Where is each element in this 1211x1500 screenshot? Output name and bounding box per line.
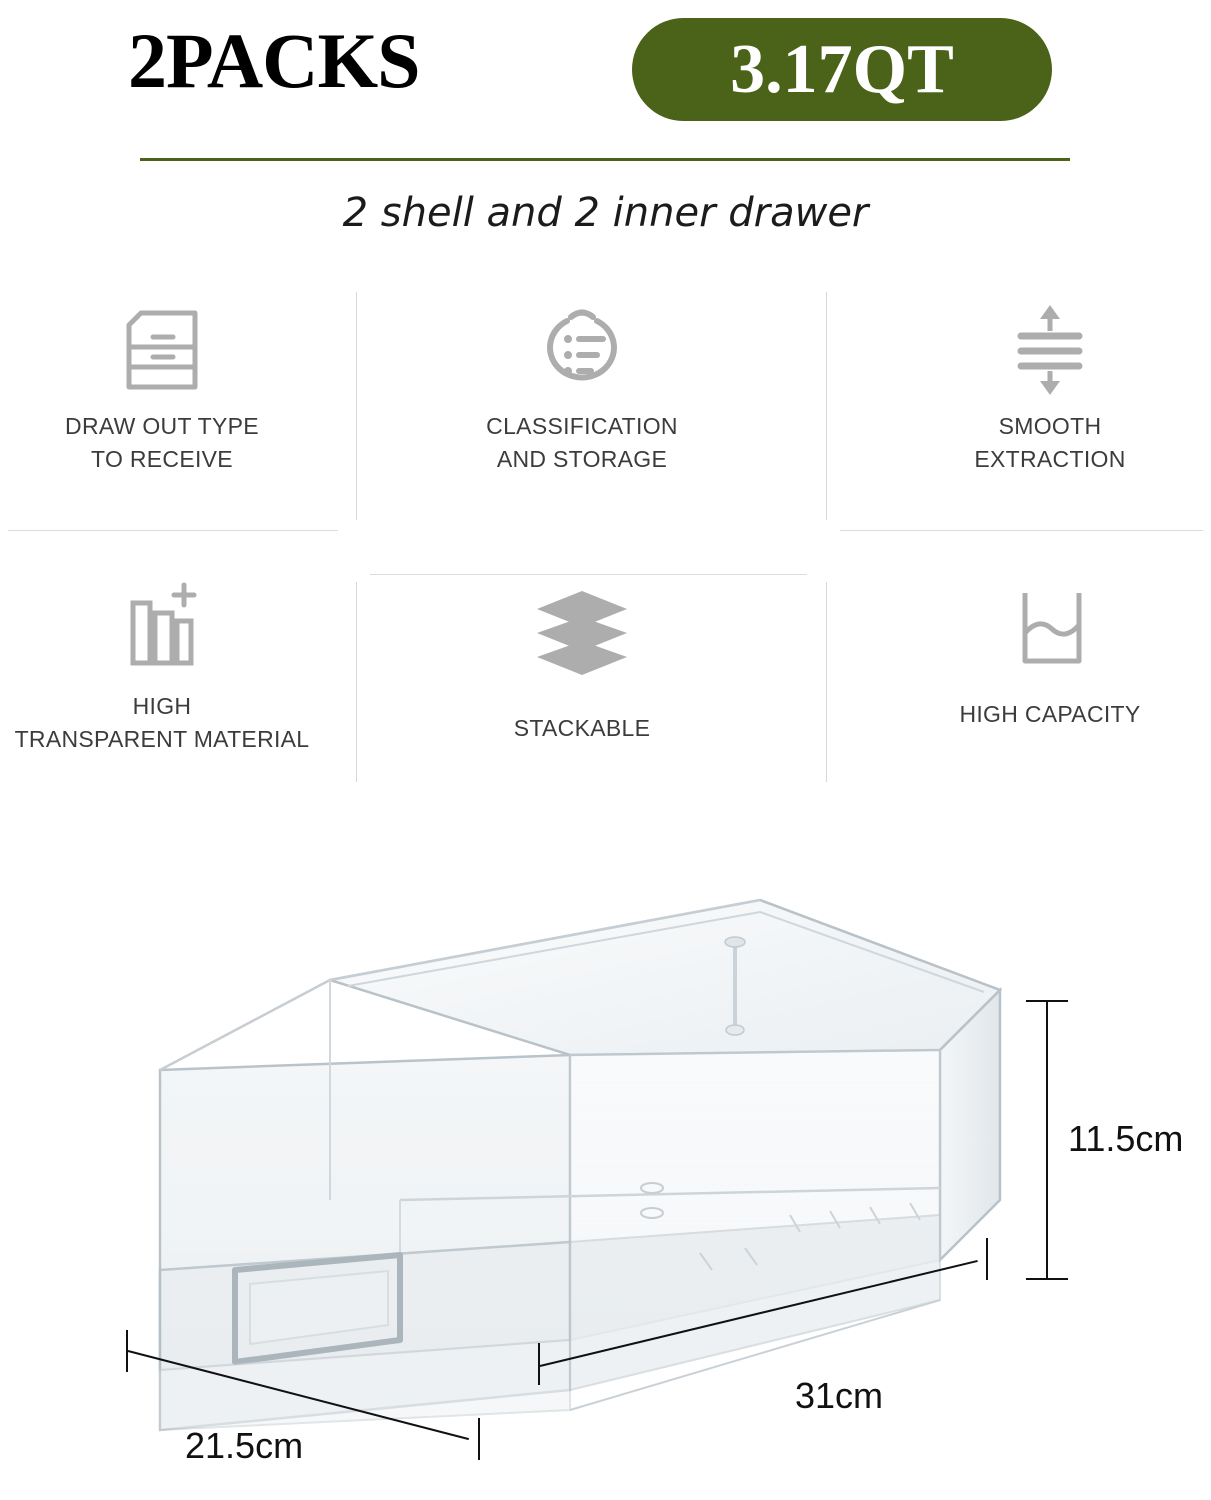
feature-label-line2: AND STORAGE (496, 446, 668, 473)
feature-label-line1: CLASSIFICATION (486, 413, 678, 439)
feature-grid-hline-left (8, 530, 338, 531)
pack-count-title: 2PACKS (128, 17, 420, 104)
header-divider (140, 158, 1070, 161)
feature-label-stackable (392, 712, 772, 745)
stackable-icon (392, 562, 772, 690)
feature-label-smooth-extraction (860, 410, 1211, 477)
feature-item-high-capacity (860, 562, 1211, 810)
feature-label-high-capacity (860, 698, 1211, 731)
feature-label-line1: HIGH (132, 693, 192, 719)
capacity-badge-label: 3.17QT (730, 30, 954, 108)
feature-item-draw-out-type (0, 282, 352, 530)
feature-item-transparent-material (0, 562, 352, 810)
feature-label-transparent-material (0, 690, 352, 757)
transparent-material-icon (0, 562, 352, 690)
dimension-width-cap-right (478, 1418, 480, 1460)
feature-label-draw-out-type (0, 410, 352, 477)
feature-grid-hline-right (840, 530, 1203, 531)
feature-label-line1: STACKABLE (513, 715, 651, 741)
dimension-height-line (1046, 1000, 1048, 1280)
feature-grid-vline-1-bottom (356, 582, 357, 782)
feature-label-line2: TO RECEIVE (91, 446, 233, 473)
dimension-height-cap-bottom (1026, 1278, 1068, 1280)
feature-label-line1: HIGH CAPACITY (959, 701, 1141, 727)
feature-item-smooth-extraction (860, 282, 1211, 530)
feature-grid-vline-2-top (826, 292, 827, 520)
product-illustration (100, 870, 1100, 1490)
feature-item-stackable (392, 562, 772, 810)
feature-grid-vline-2-bottom (826, 582, 827, 782)
feature-label-line2: TRANSPARENT MATERIAL (14, 726, 310, 753)
smooth-extraction-icon (860, 282, 1211, 410)
product-image-area (0, 860, 1211, 1500)
feature-grid (0, 282, 1211, 802)
dimension-width-label: 21.5cm (185, 1425, 304, 1466)
feature-label-classification (392, 410, 772, 477)
dimension-depth-label: 31cm (795, 1375, 884, 1416)
dimension-width-cap-left (126, 1330, 128, 1372)
feature-label-line1: DRAW OUT TYPE (65, 413, 259, 439)
drawer-icon (0, 282, 352, 410)
feature-label-line2: EXTRACTION (974, 446, 1126, 473)
dimension-height-cap-top (1026, 1000, 1068, 1002)
subtitle: 2 shell and 2 inner drawer (342, 190, 869, 236)
dimension-depth-cap-left (538, 1343, 540, 1385)
dimension-depth-cap-right (986, 1238, 988, 1280)
dimension-height-label: 11.5cm (1068, 1118, 1184, 1159)
feature-item-classification (392, 282, 772, 530)
feature-grid-vline-1-top (356, 292, 357, 520)
header (0, 0, 1211, 150)
feature-label-line1: SMOOTH (998, 413, 1102, 439)
classification-icon (392, 282, 772, 410)
capacity-badge (632, 18, 1052, 121)
high-capacity-icon (860, 562, 1211, 690)
